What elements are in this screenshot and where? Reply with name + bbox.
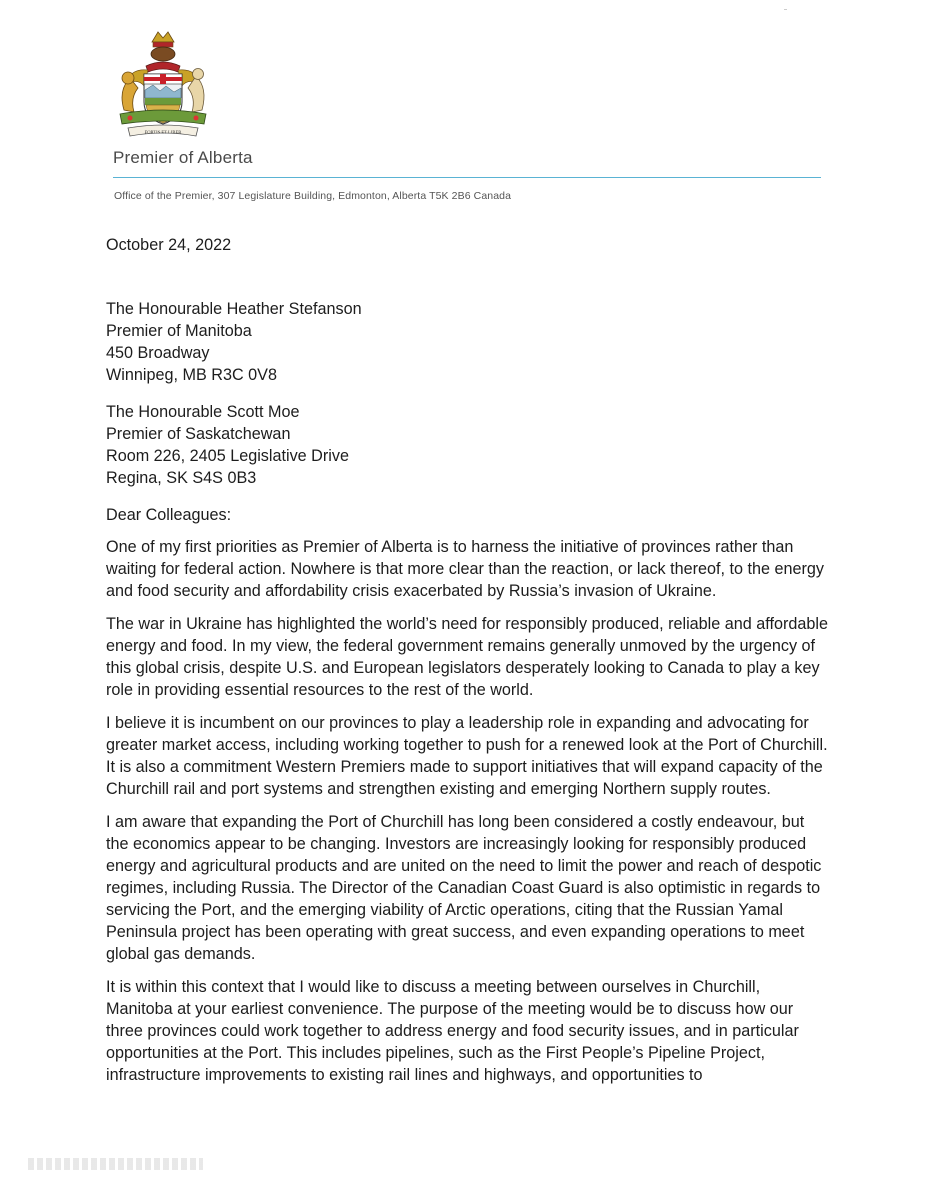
recipient-address-block: [106, 298, 831, 386]
recipient-title: Premier of Manitoba: [106, 322, 252, 340]
recipient-street: 450 Broadway: [106, 344, 210, 362]
body-paragraph: One of my first priorities as Premier of Alberta is to harness the initiative of provinces rather than waiting for federal action. Nowhere is that more clear than the reaction, or lack thereof, to the energy and food security and affordability crisis exacerbated by Russia’s invasion of Ukraine.: [106, 538, 825, 600]
recipient-name: The Honourable Scott Moe: [106, 403, 300, 421]
scan-artifact: [28, 1158, 203, 1170]
recipient-street: Room 226, 2405 Legislative Drive: [106, 447, 349, 465]
recipient-address-block: [106, 401, 831, 489]
office-address: Office of the Premier, 307 Legislature Building, Edmonton, Alberta T5K 2B6 Canada: [114, 190, 512, 202]
body-paragraph: I am aware that expanding the Port of Churchill has long been considered a costly endeavour, but the economics appear to be changing. Investors are increasingly looking for responsibly produced energy and agricultural products and are united on the need to limit the power and reach of despotic regimes, including Russia. The Director of the Canadian Coast Guard is also optimistic in regards to servicing the Port, and the emerging viability of Arctic operations, citing that the Russian Yamal Peninsula project has been operating with great success, and even expanding operations to meet global gas demands.: [106, 813, 822, 963]
body-paragraph: I believe it is incumbent on our provinces to play a leadership role in expanding and advocating for greater market access, including working together to push for a renewed look at the Port of Churchill. It is also a commitment Western Premiers made to support initiatives that will expand capacity of the Churchill rail and port systems and strengthen existing and emerging Northern supply routes.: [106, 714, 828, 798]
scan-speck: [784, 9, 787, 10]
recipient-title: Premier of Saskatchewan: [106, 425, 291, 443]
office-title: Premier of Alberta: [113, 148, 253, 167]
recipient-city: Winnipeg, MB R3C 0V8: [106, 366, 277, 384]
recipient-name: The Honourable Heather Stefanson: [106, 300, 362, 318]
letterhead-divider: [113, 177, 821, 178]
letter-body: [106, 234, 831, 1097]
crest-motto: FORTIS ET LIBER: [144, 129, 182, 135]
body-paragraph: It is within this context that I would like to discuss a meeting between ourselves in Churchill, Manitoba at your earliest convenience. The purpose of the meeting would be to discuss how our three provinces could work together to address energy and food security issues, and in particular opportunities at the Port. This includes pipelines, such as the First People’s Pipeline Project, infrastructure improvements to existing rail lines and highways, and opportunities to: [106, 978, 799, 1084]
body-paragraph: The war in Ukraine has highlighted the world’s need for responsibly produced, reliable and affordable energy and food. In my view, the federal government remains generally unmoved by the urgency of this global crisis, despite U.S. and European legislators desperately looking to Canada to play a key role in providing essential resources to the rest of the world.: [106, 615, 828, 699]
letter-date: October 24, 2022: [106, 236, 232, 254]
salutation: Dear Colleagues:: [106, 506, 232, 524]
recipient-city: Regina, SK S4S 0B3: [106, 469, 257, 487]
alberta-coat-of-arms-icon: [108, 28, 218, 140]
